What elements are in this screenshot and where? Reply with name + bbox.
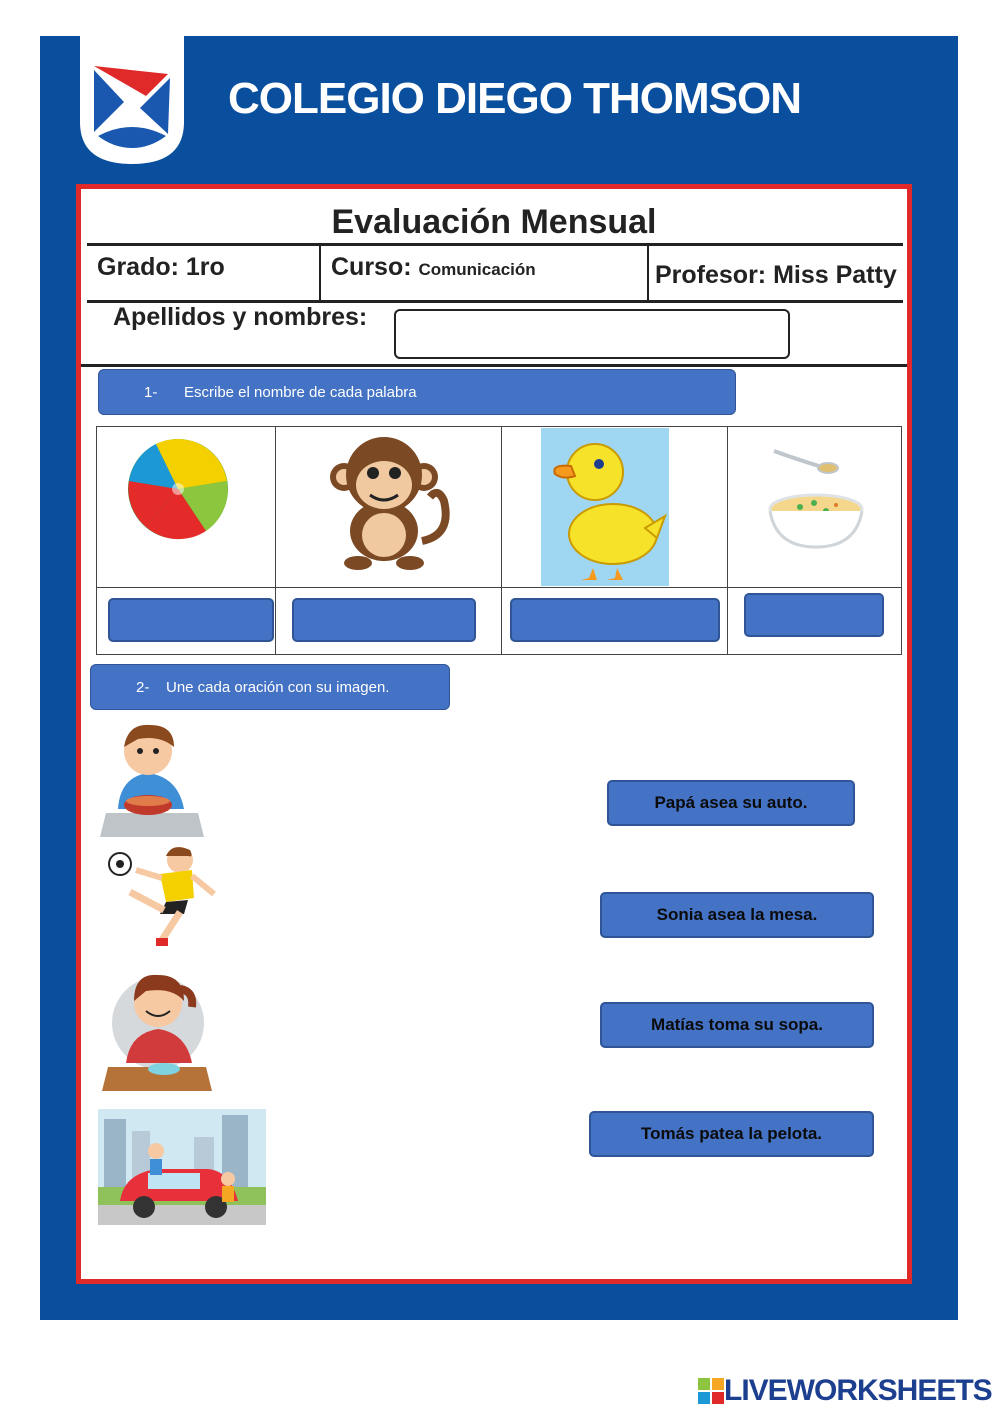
boy-eating-soup-image: [98, 721, 206, 839]
divider: [81, 364, 907, 367]
profesor-field: Profesor: Miss Patty: [655, 261, 897, 289]
answer-input-duck[interactable]: [510, 598, 720, 642]
section2-number: 2-: [136, 678, 150, 696]
curso-colon: :: [403, 253, 419, 281]
ball-image: [126, 437, 230, 541]
soup-image: [766, 437, 866, 557]
divider: [319, 243, 321, 301]
worksheet: [76, 184, 912, 1284]
section1-number: 1-: [144, 383, 158, 401]
school-shield-logo: [80, 36, 184, 164]
liveworksheets-brand[interactable]: [698, 1374, 992, 1408]
boy-kicking-ball-image: [100, 844, 220, 954]
curso-label: Curso: [331, 253, 404, 281]
dad-washing-car-image: [98, 1109, 266, 1225]
section2-header: [90, 664, 450, 710]
sentence-button-2[interactable]: Sonia asea la mesa.: [600, 892, 874, 938]
grado-label: Grado: [97, 253, 171, 281]
divider: [87, 243, 903, 246]
curso-value: Comunicación: [418, 260, 536, 279]
worksheet-title: Evaluación Mensual: [331, 203, 657, 241]
nombres-input[interactable]: [394, 309, 790, 359]
curso-field: [331, 253, 536, 282]
brand-text: LIVEWORKSHEETS: [724, 1374, 992, 1407]
school-name: COLEGIO DIEGO THOMSON: [228, 74, 802, 123]
answer-input-soup[interactable]: [744, 593, 884, 637]
sentence-button-1[interactable]: Papá asea su auto.: [607, 780, 855, 826]
sentence-button-3[interactable]: Matías toma su sopa.: [600, 1002, 874, 1048]
section1-instruction: Escribe el nombre de cada palabra: [184, 383, 417, 401]
divider: [647, 243, 649, 301]
girl-cleaning-table-image: [102, 967, 214, 1095]
liveworksheets-logo-icon: [698, 1378, 724, 1404]
sentence-button-4[interactable]: Tomás patea la pelota.: [589, 1111, 874, 1157]
grado-value: : 1ro: [170, 253, 225, 281]
section1-header: [98, 369, 736, 415]
nombres-label: Apellidos y nombres:: [113, 303, 368, 331]
monkey-image: [326, 431, 456, 571]
section2-instruction: Une cada oración con su imagen.: [166, 678, 390, 696]
answer-input-monkey[interactable]: [292, 598, 476, 642]
grado-field: [97, 253, 225, 282]
duck-image: [541, 428, 669, 586]
answer-input-ball[interactable]: [108, 598, 274, 642]
